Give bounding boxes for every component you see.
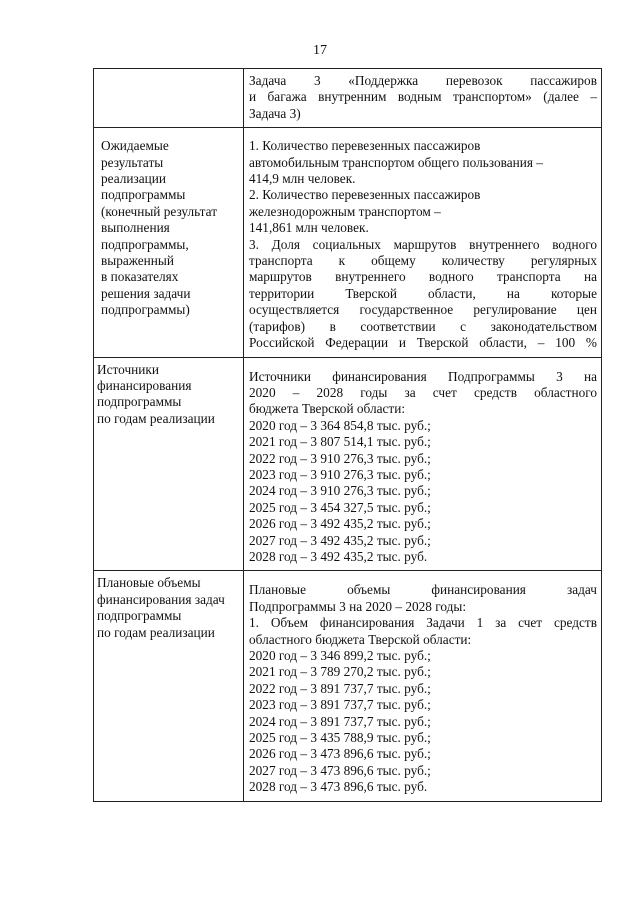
content-line: 1. Объем финансирования Задачи 1 за счет средств: [249, 615, 597, 631]
expected-results-row: [94, 128, 602, 357]
content-line: Российской Федерации и Тверской области, – 100 %: [249, 335, 597, 351]
row-label-line: (конечный результат: [101, 203, 218, 219]
content-line: 414,9 млн человек.: [249, 171, 356, 187]
row-label-line: выраженный: [101, 253, 174, 269]
content-line: и багажа внутренним водным транспортом» (далее –: [249, 89, 597, 105]
row-label-line: результаты: [101, 154, 164, 170]
row-label-line: подпрограммы,: [101, 236, 189, 252]
content-line: транспорта к общему количеству регулярных: [249, 253, 597, 269]
content-line: 2020 год – 3 346 899,2 тыс. руб.;: [249, 648, 431, 663]
row-label-line: по годам реализации: [97, 624, 215, 640]
content-line: 2025 год – 3 454 327,5 тыс. руб.;: [249, 499, 431, 515]
content-line: 2026 год – 3 473 896,6 тыс. руб.;: [249, 746, 431, 762]
row-label-cell: [94, 357, 244, 571]
row-label-line: подпрограммы: [97, 394, 182, 410]
content-line: 2024 год – 3 891 737,7 тыс. руб.;: [249, 713, 431, 729]
row-label-line: в показателях: [101, 269, 179, 285]
row-label-line: финансирования: [97, 377, 192, 393]
content-line: Задача 3 «Поддержка перевозок пассажиров: [249, 73, 597, 88]
row-label-line: Плановые объемы: [97, 575, 201, 591]
content-line: 2020 – 2028 годы за счет средств областного: [249, 384, 597, 400]
content-line: территории Тверской области, на которые: [249, 285, 597, 301]
row-label-line: подпрограммы): [101, 302, 190, 318]
content-line: 2024 год – 3 910 276,3 тыс. руб.;: [249, 483, 431, 499]
content-line: 1. Количество перевезенных пассажиров: [249, 138, 481, 154]
content-line: 2. Количество перевезенных пассажиров: [249, 187, 481, 203]
row-label-line: решения задачи: [101, 285, 191, 301]
row-label-line: Источники: [97, 361, 159, 377]
content-line: 2022 год – 3 910 276,3 тыс. руб.;: [249, 450, 431, 466]
content-line: 2028 год – 3 473 896,6 тыс. руб.: [249, 779, 428, 795]
content-line: 2023 год – 3 910 276,3 тыс. руб.;: [249, 466, 431, 482]
row-label-cell: [94, 128, 244, 357]
content-line: 3. Доля социальных маршрутов внутреннего водного: [249, 236, 597, 252]
content-line: Источники финансирования Подпрограммы 3 на: [249, 368, 597, 384]
content-line: 2028 год – 3 492 435,2 тыс. руб.: [249, 548, 428, 564]
funding-sources-row: [94, 357, 602, 571]
content-line: 2026 год – 3 492 435,2 тыс. руб.;: [249, 516, 431, 532]
content-line: 2021 год – 3 807 514,1 тыс. руб.;: [249, 434, 431, 450]
content-line: 2025 год – 3 435 788,9 тыс. руб.;: [249, 730, 431, 746]
content-line: областного бюджета Тверской области:: [249, 631, 472, 647]
row-label-line: по годам реализации: [97, 410, 215, 426]
content-line: автомобильным транспортом общего пользования –: [249, 154, 543, 170]
content-line: Задача 3): [249, 105, 301, 121]
row-content-cell: [244, 357, 602, 571]
row-label-line: выполнения: [101, 220, 170, 236]
row-label-line: реализации: [101, 171, 166, 187]
row-label-line: финансирования задач: [97, 591, 225, 607]
row-label-cell: [94, 571, 244, 801]
content-line: 2022 год – 3 891 737,7 тыс. руб.;: [249, 680, 431, 696]
content-line: Плановые объемы финансирования задач: [249, 582, 597, 598]
planned-funding-row: [94, 571, 602, 801]
content-line: осуществляется государственное регулирование цен: [249, 302, 597, 318]
content-line: маршрутов внутреннего водного транспорта на: [249, 269, 597, 285]
row-content-cell: [244, 571, 602, 801]
content-line: 2021 год – 3 789 270,2 тыс. руб.;: [249, 664, 431, 680]
page-number: 17: [313, 43, 327, 58]
task-3-row: [94, 69, 602, 128]
row-content-cell: [244, 69, 602, 128]
row-label-line: Ожидаемые: [101, 138, 169, 154]
content-line: 141,861 млн человек.: [249, 220, 369, 236]
content-line: железнодорожным транспортом –: [249, 203, 441, 219]
content-line: (тарифов) в соответствии с законодательством: [249, 318, 597, 334]
row-label-line: подпрограммы: [101, 187, 186, 203]
content-line: 2023 год – 3 891 737,7 тыс. руб.;: [249, 697, 431, 713]
content-line: бюджета Тверской области:: [249, 401, 406, 417]
row-label-line: подпрограммы: [97, 608, 182, 624]
content-line: 2027 год – 3 492 435,2 тыс. руб.;: [249, 532, 431, 548]
content-line: Подпрограммы 3 на 2020 – 2028 годы:: [249, 598, 467, 614]
content-line: 2020 год – 3 364 854,8 тыс. руб.;: [249, 417, 431, 433]
row-label-cell: [94, 69, 244, 128]
content-line: 2027 год – 3 473 896,6 тыс. руб.;: [249, 762, 431, 778]
passport-table: [93, 68, 602, 802]
row-content-cell: [244, 128, 602, 357]
